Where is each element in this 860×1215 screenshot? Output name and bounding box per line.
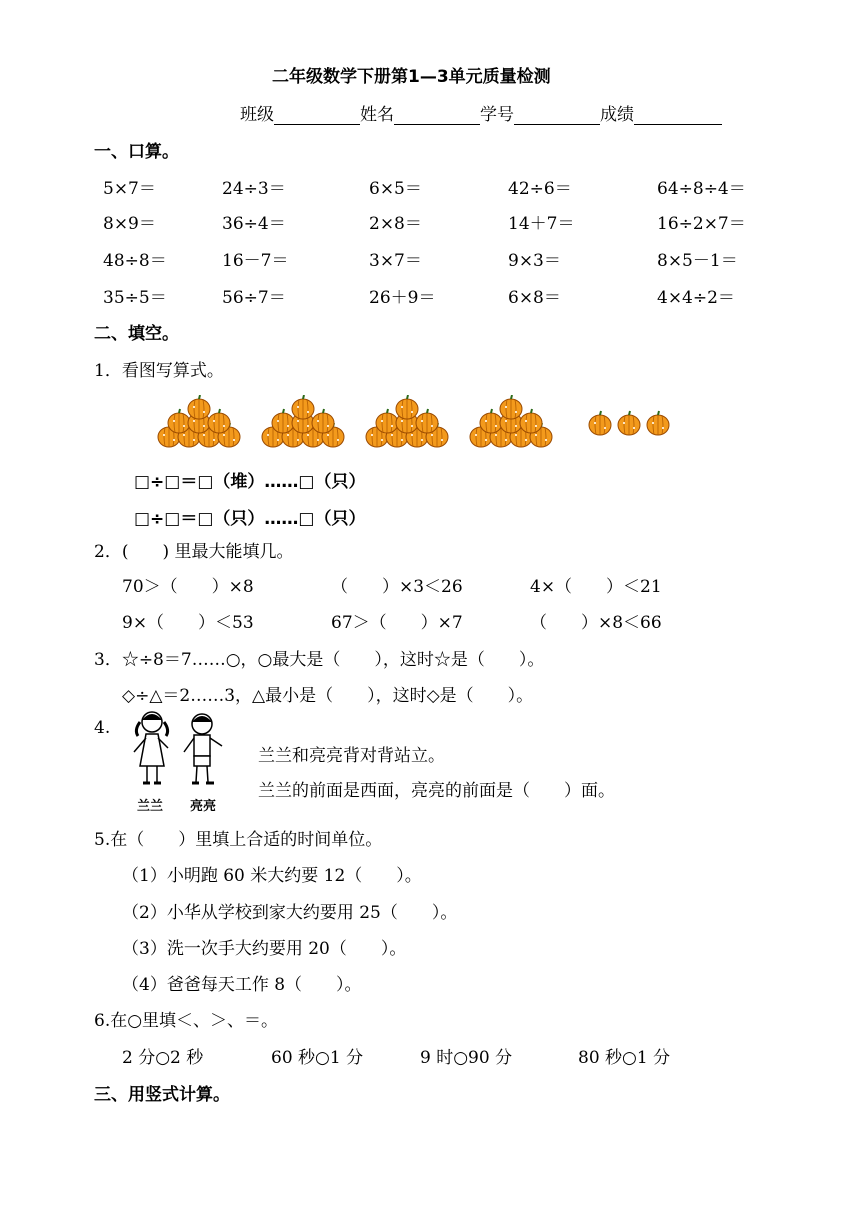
q3-line1: 3．☆÷8＝7……○，○最大是（ ），这时☆是（ ）。 [94,650,545,670]
calc-item: 26＋9＝ [369,288,436,308]
q3-line2: ◇÷△＝2……3，△最小是（ ），这时◇是（ ）。 [122,686,534,706]
name-field[interactable] [394,106,480,125]
calc-item: 14＋7＝ [508,214,575,234]
calc-item: 6×8＝ [508,288,561,308]
q2-item: 4×（ ）＜21 [530,577,662,597]
calc-item: 16÷2×7＝ [657,214,746,234]
boy-name-label: 亮亮 [190,799,217,814]
calc-item: 5×7＝ [103,179,156,199]
section1-heading: 一、口算。 [94,142,179,162]
calc-item: 42÷6＝ [508,179,572,199]
score-label: 成绩 [600,105,634,125]
pumpkin-pile-1 [158,395,240,447]
q2-item: （ ）×3＜26 [331,577,463,597]
pumpkin-loose [589,411,669,435]
q1-label: 1．看图写算式。 [94,361,224,381]
q2-label: 2．( ) 里最大能填几。 [94,542,294,562]
q5-item: （1）小明跑 60 米大约要 12（ ）。 [122,866,422,886]
pumpkin-pile-4 [470,395,552,447]
calc-item: 2×8＝ [369,214,422,234]
q5-item: （3）洗一次手大约要用 20（ ）。 [122,939,407,959]
score-field[interactable] [634,106,722,125]
student-info-line [240,100,722,125]
girl-name-label: 兰兰 [137,799,164,814]
calc-item: 35÷5＝ [103,288,167,308]
name-label: 姓名 [360,105,394,125]
q4-line2: 兰兰的前面是西面，亮亮的前面是（ ）面。 [258,781,615,801]
calc-item: 9×3＝ [508,251,561,271]
calc-item: 48÷8＝ [103,251,167,271]
q6-item: 60 秒○1 分 [271,1048,364,1068]
q4-line1: 兰兰和亮亮背对背站立。 [258,746,445,766]
student-id-label: 学号 [480,105,514,125]
calc-item: 36÷4＝ [222,214,286,234]
q6-item: 80 秒○1 分 [578,1048,671,1068]
class-label: 班级 [240,105,274,125]
q2-item: （ ）×8＜66 [530,613,662,633]
q2-item: 67＞（ ）×7 [331,613,463,633]
calc-item: 6×5＝ [369,179,422,199]
girl-boy-illustration [124,708,234,794]
calc-item: 64÷8÷4＝ [657,179,746,199]
q1-formula-each: □÷□＝□（只）……□（只） [134,509,366,529]
page-title: 二年级数学下册第1—3单元质量检测 [272,67,551,87]
q5-label: 5.在（ ）里填上合适的时间单位。 [94,830,383,850]
section3-heading: 三、用竖式计算。 [94,1085,230,1105]
q2-item: 70＞（ ）×8 [122,577,254,597]
class-field[interactable] [274,106,360,125]
boy-figure [184,714,222,783]
calc-item: 16－7＝ [222,251,289,271]
section2-heading: 二、填空。 [94,324,179,344]
calc-item: 8×9＝ [103,214,156,234]
q5-item: （2）小华从学校到家大约要用 25（ ）。 [122,903,458,923]
pumpkin-pile-3 [366,395,448,447]
q6-label: 6.在○里填＜、＞、＝。 [94,1011,279,1031]
q2-item: 9×（ ）＜53 [122,613,254,633]
q6-item: 9 时○90 分 [420,1048,513,1068]
calc-item: 24÷3＝ [222,179,286,199]
q6-item: 2 分○2 秒 [122,1048,204,1068]
pumpkin-illustration [150,395,690,453]
q4-number: 4. [94,718,111,738]
calc-item: 3×7＝ [369,251,422,271]
girl-figure [134,712,168,783]
q5-item: （4）爸爸每天工作 8（ ）。 [122,975,362,995]
calc-item: 4×4÷2＝ [657,288,735,308]
calc-item: 8×5－1＝ [657,251,738,271]
calc-item: 56÷7＝ [222,288,286,308]
student-id-field[interactable] [514,106,600,125]
pumpkin-pile-2 [262,395,344,447]
q1-formula-piles: □÷□＝□（堆）……□（只） [134,472,366,492]
